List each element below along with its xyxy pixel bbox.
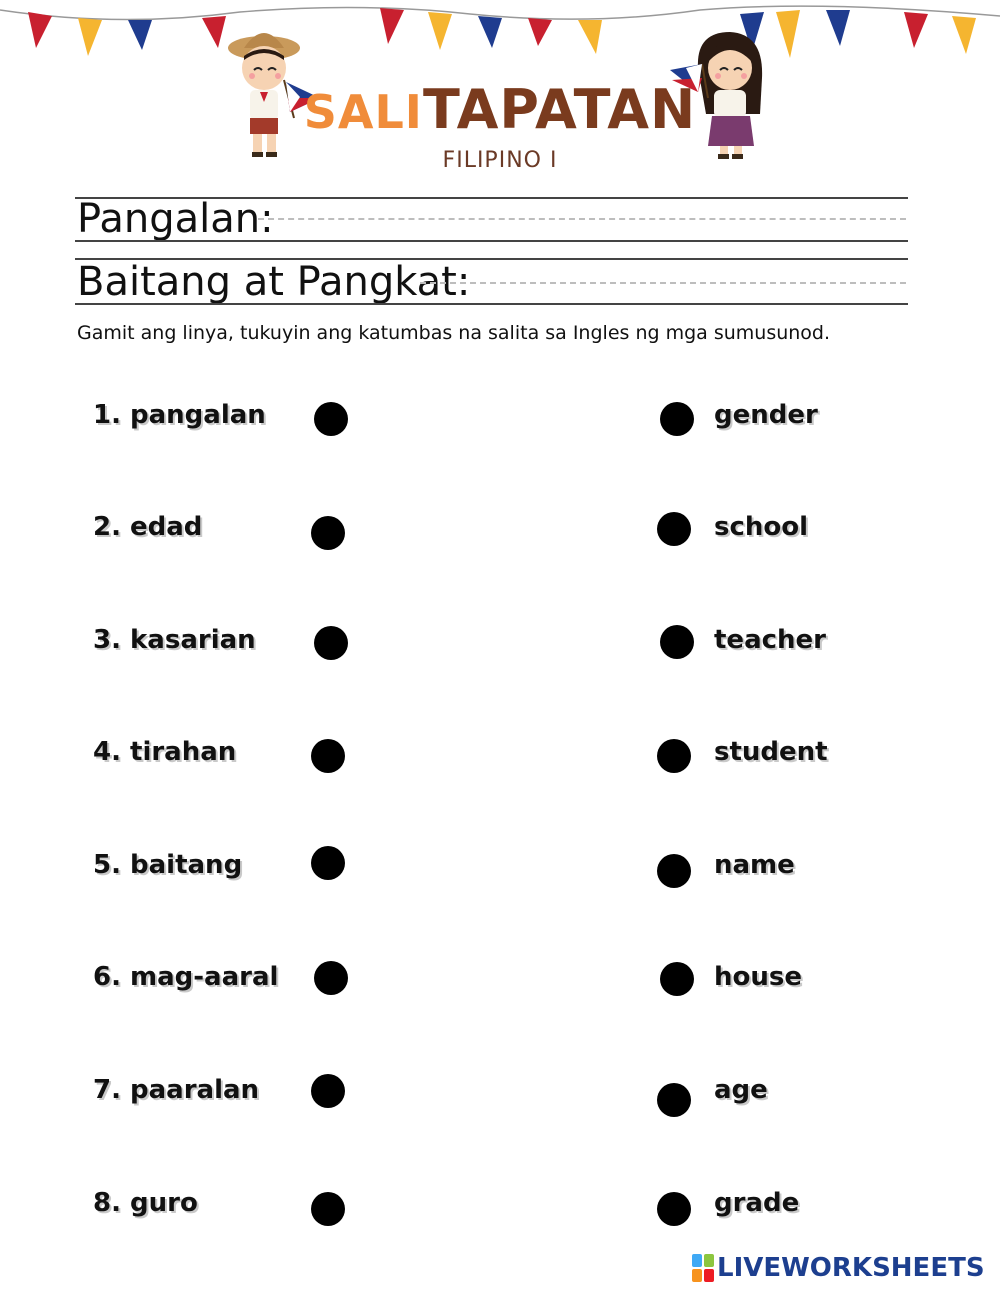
worksheet-subtitle: FILIPINO I bbox=[442, 148, 558, 173]
flag bbox=[478, 16, 502, 48]
left-item-5: 5. baitang bbox=[93, 850, 243, 880]
grade-section-input-line[interactable] bbox=[420, 282, 906, 284]
right-item-2: school bbox=[714, 512, 809, 542]
right-item-3: teacher bbox=[714, 625, 826, 655]
left-match-dot-8[interactable] bbox=[311, 1192, 345, 1226]
name-label: Pangalan: bbox=[77, 196, 274, 242]
left-match-dot-7[interactable] bbox=[311, 1074, 345, 1108]
worksheet-title bbox=[0, 78, 1000, 141]
left-item-3: 3. kasarian bbox=[93, 625, 256, 655]
left-item-8: 8. guro bbox=[93, 1188, 198, 1218]
flag bbox=[428, 12, 452, 50]
right-match-dot-3[interactable] bbox=[660, 625, 694, 659]
right-item-1: gender bbox=[714, 400, 818, 430]
flag bbox=[952, 16, 976, 54]
right-match-dot-7[interactable] bbox=[657, 1083, 691, 1117]
flag bbox=[776, 10, 800, 58]
left-item-7: 7. paaralan bbox=[93, 1075, 260, 1105]
right-item-8: grade bbox=[714, 1188, 800, 1218]
liveworksheets-icon bbox=[692, 1254, 714, 1282]
flag bbox=[28, 12, 52, 48]
left-item-1: 1. pangalan bbox=[93, 400, 266, 430]
flag bbox=[826, 10, 850, 46]
bunting-decoration bbox=[0, 0, 1000, 70]
right-match-dot-6[interactable] bbox=[660, 962, 694, 996]
name-input-line[interactable] bbox=[258, 218, 906, 220]
left-match-dot-1[interactable] bbox=[314, 402, 348, 436]
left-item-4: 4. tirahan bbox=[93, 737, 237, 767]
liveworksheets-logo bbox=[692, 1253, 985, 1283]
right-item-4: student bbox=[714, 737, 828, 767]
right-match-dot-4[interactable] bbox=[657, 739, 691, 773]
right-item-6: house bbox=[714, 962, 802, 992]
flag bbox=[78, 18, 102, 56]
left-item-2: 2. edad bbox=[93, 512, 203, 542]
flag bbox=[904, 12, 928, 48]
left-match-dot-2[interactable] bbox=[311, 516, 345, 550]
right-item-7: age bbox=[714, 1075, 768, 1105]
left-match-dot-4[interactable] bbox=[311, 739, 345, 773]
liveworksheets-text: LIVEWORKSHEETS bbox=[717, 1253, 985, 1283]
title-part-sali: SALI bbox=[303, 85, 423, 139]
left-match-dot-5[interactable] bbox=[311, 846, 345, 880]
title-part-tapatan: TAPATAN bbox=[422, 78, 697, 141]
flag bbox=[528, 18, 552, 46]
right-item-5: name bbox=[714, 850, 795, 880]
flag bbox=[578, 20, 602, 54]
left-match-dot-3[interactable] bbox=[314, 626, 348, 660]
rule-line bbox=[75, 240, 908, 242]
left-item-6: 6. mag-aaral bbox=[93, 962, 279, 992]
right-match-dot-5[interactable] bbox=[657, 854, 691, 888]
flag bbox=[128, 20, 152, 50]
right-match-dot-2[interactable] bbox=[657, 512, 691, 546]
right-match-dot-8[interactable] bbox=[657, 1192, 691, 1226]
instructions-text: Gamit ang linya, tukuyin ang katumbas na salita sa Ingles ng mga sumusunod. bbox=[77, 322, 831, 344]
grade-section-label: Baitang at Pangkat: bbox=[77, 259, 471, 305]
flag bbox=[380, 8, 404, 44]
left-match-dot-6[interactable] bbox=[314, 961, 348, 995]
right-match-dot-1[interactable] bbox=[660, 402, 694, 436]
rule-line bbox=[75, 303, 908, 305]
